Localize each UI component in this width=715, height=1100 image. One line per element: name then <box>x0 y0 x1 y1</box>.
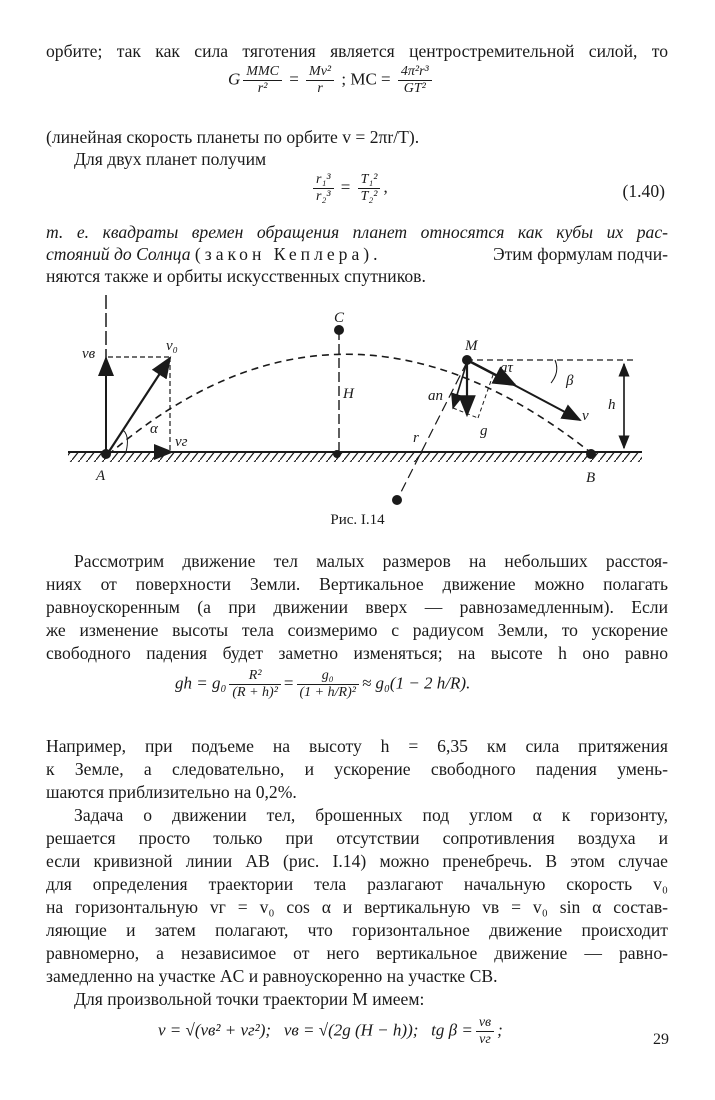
eq-denominator: (1 + h/R)² <box>299 685 356 700</box>
text-line: Например, при подъеме на высоту h = 6,35 км сила притяжения <box>46 736 668 756</box>
eq-denominator: r <box>317 81 323 96</box>
text-span: (закон Кеплера). <box>194 244 382 264</box>
dashed-projection <box>478 375 493 418</box>
eq-numerator: g₀ <box>297 668 359 685</box>
text-line: к Земле, а следовательно, и ускорение свободного падения умень- <box>46 759 668 779</box>
label-r: r <box>413 430 419 446</box>
text-line: решается просто только при отсутствии сопротивления воздуха и <box>46 828 668 848</box>
eq-numerator: r₁³ <box>313 172 334 189</box>
label-a: A <box>96 468 106 484</box>
eq-text: = <box>283 673 294 693</box>
label-h-big: H <box>343 386 354 402</box>
text-line: Для двух планет получим <box>74 149 267 169</box>
eq-denominator: r₂³ <box>316 189 331 204</box>
label-c: C <box>334 310 345 326</box>
an-vector <box>453 362 467 408</box>
equation-gh <box>175 668 470 701</box>
eq-denominator: r² <box>257 81 268 96</box>
text-line: Для произвольной точки траектории M имеем: <box>74 989 425 1009</box>
eq-text: v = √(vв² + vг²); <box>158 1020 272 1040</box>
text-line: на горизонтальную vг = v₀ cos α и вертикальную vв = v₀ sin α состав- <box>46 897 668 917</box>
text-line: Рассмотрим движение тел малых размеров на небольших расстоя- <box>74 551 668 571</box>
eq-text: , <box>383 177 388 197</box>
text-span: стояний до Солнца <box>46 244 191 264</box>
text-line: няются также и орбиты искусственных спутников. <box>46 266 426 286</box>
eq-numerator: MMС <box>243 64 282 81</box>
v0-vector <box>108 358 170 453</box>
text-line: шаются приблизительно на 0,2%. <box>46 782 297 802</box>
equation-1-40: $\frac{\text{r₁³}}{\text{r₂³}}$ = $\frac{\text{T₁²}}{\text{T₂²}}$ , <box>310 172 388 205</box>
label-b: B <box>586 470 596 486</box>
eq-denominator: (R + h)² <box>232 685 278 700</box>
angle-arc <box>551 360 557 383</box>
eq-text: gh = g₀ <box>175 673 227 693</box>
eq-numerator: R² <box>229 668 281 685</box>
eq-numerator: vв <box>476 1015 494 1032</box>
point-c <box>334 325 344 335</box>
eq-text: tg β = <box>431 1020 473 1040</box>
page-number: 29 <box>653 1031 669 1048</box>
center-point <box>392 495 402 505</box>
text-line: равноускоренным (а при движении вверх — равнозамедленным). Если <box>46 597 668 617</box>
text-line: ляющие и затем полагают, что горизонтальное движение происходит <box>46 920 668 940</box>
label-h: h <box>608 397 616 413</box>
equation-number: (1.40) <box>622 181 665 201</box>
text-line: для определения траектории тела разлагают начальную скорость v₀ <box>46 874 668 894</box>
eq-text: ; MС = <box>341 69 391 89</box>
label-vg: vг <box>175 434 188 450</box>
text-line: т. е. квадраты времен обращения планет относятся как кубы их рас- <box>46 222 668 242</box>
figure-i14 <box>0 290 715 540</box>
label-g: g <box>480 423 488 439</box>
eq-numerator: 4π²r³ <box>398 64 432 81</box>
label-vb: vв <box>82 346 96 362</box>
ground-point <box>333 450 341 458</box>
eq-denominator: vг <box>479 1032 491 1047</box>
label-alpha: α <box>150 421 158 437</box>
point-b <box>586 449 596 459</box>
radius-line <box>398 362 467 498</box>
text-line: свободного падения будет заметно изменяться; на высоте h оно равно <box>46 643 668 663</box>
eq-denominator: T₂² <box>360 189 378 204</box>
text-line: Задача о движении тел, брошенных под углом α к горизонту, <box>74 805 668 825</box>
eq-text: vв = √(2g (H − h)); <box>283 1020 419 1040</box>
text-line: если кривизной линии AB (рис. I.14) можно пренебречь. В этом случае <box>46 851 668 871</box>
label-v: v <box>582 408 589 424</box>
figure-caption: Рис. I.14 <box>330 512 385 528</box>
eq-text: ; <box>497 1020 503 1040</box>
label-m: M <box>465 338 478 354</box>
eq-text: ≈ g₀(1 − 2 h/R). <box>361 673 471 693</box>
label-beta: β <box>566 373 574 389</box>
text-line: равномерно, а независимое от него вертикальное движение — равно- <box>46 943 668 963</box>
equation-gravity: G $\frac{\text{MMС}}{\text{r²}}$ = $\frac{\text{Mv²}}{r}$ ; MС = $\frac{\text{4π²r³}}{\text{GT²}}$ <box>228 64 435 97</box>
angle-arc <box>123 430 127 452</box>
label-v0: v₀ <box>166 338 178 354</box>
text-line: ниях от поверхности Земли. Вертикальное движение можно полагать <box>46 574 668 594</box>
text-line: орбите; так как сила тяготения является центростремительной силой, то <box>46 41 668 61</box>
eq-numerator: Mv² <box>306 64 334 81</box>
label-an: an <box>428 388 443 404</box>
text-line: же изменение высоты тела соизмеримо с радиусом Земли, то ускорение <box>46 620 668 640</box>
eq-numerator: T₁² <box>358 172 381 189</box>
ground-hatch <box>68 452 642 462</box>
eq-denominator: GT² <box>403 81 426 96</box>
eq-symbol: G <box>228 69 241 89</box>
equation-velocity <box>158 1015 503 1048</box>
text-line <box>46 243 668 266</box>
text-span: Этим формулам подчи- <box>492 244 668 264</box>
dashed-projection <box>453 408 478 418</box>
text-line: (линейная скорость планеты по орбите v = 2πr/T). <box>46 127 420 147</box>
point-a <box>101 449 111 459</box>
text-line: замедленно на участке AC и равноускоренно на участке CB. <box>46 966 498 986</box>
label-a-tau: aτ <box>500 360 513 376</box>
